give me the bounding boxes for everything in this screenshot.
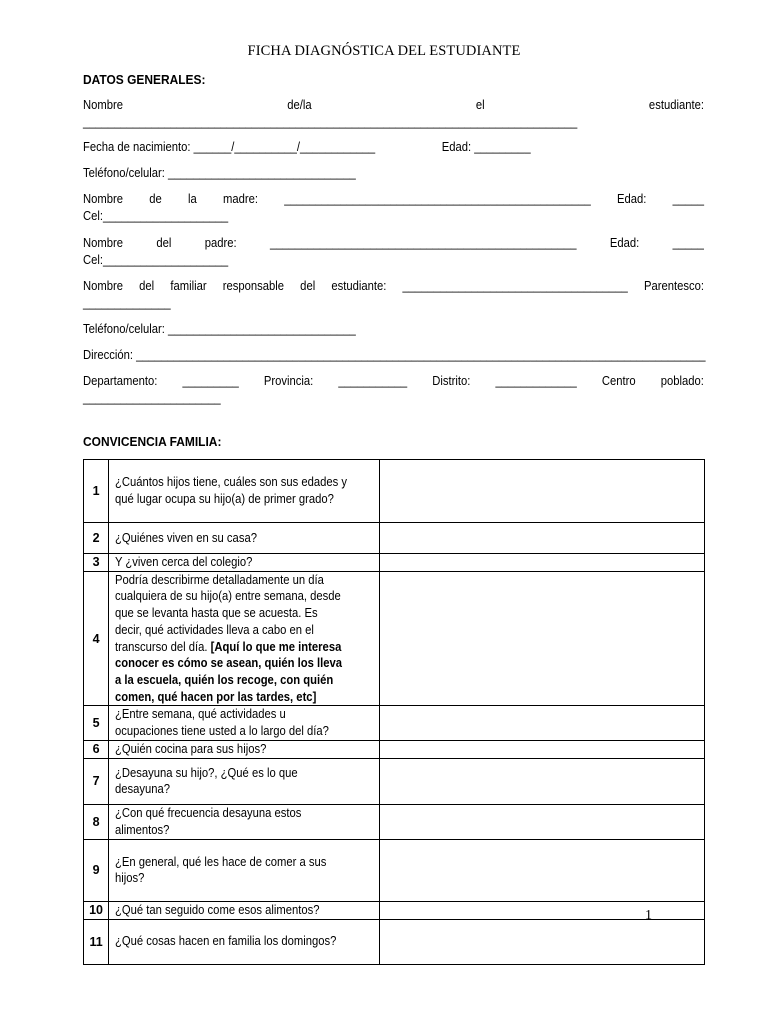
section-heading-datos-generales: DATOS GENERALES: <box>83 72 206 87</box>
question-cell <box>109 804 380 839</box>
parentesco-blank: ______________ <box>83 296 171 310</box>
answer-cell[interactable] <box>380 919 705 964</box>
word: familiar <box>170 279 207 293</box>
convivencia-table <box>83 459 705 965</box>
word: _____ <box>672 236 704 250</box>
question-cell <box>109 901 380 919</box>
direccion-label: Dirección: ___________________________________________________________________________________________ <box>83 348 706 362</box>
table-row <box>84 554 705 572</box>
table-row <box>84 804 705 839</box>
word: del <box>156 236 172 250</box>
page-number: 1 <box>645 908 652 923</box>
question-text-plain: Podría describirme detalladamente un día cualquiera de su hijo(a) entre semana, desde que se levanta hasta que se acuesta. Es decir, qué actividades lleva a cabo en el transcurso del día. <box>115 572 341 654</box>
answer-cell[interactable] <box>380 804 705 839</box>
field-line <box>83 235 704 252</box>
word: ___________ <box>338 374 408 388</box>
question-text: ¿Cuántos hijos tiene, cuáles son sus edades y qué lugar ocupa su hijo(a) de primer grado? <box>115 475 348 506</box>
centro-poblado-blank: ______________________ <box>83 391 221 405</box>
field-telefono[interactable] <box>83 165 704 182</box>
question-cell <box>109 460 380 523</box>
question-number: 8 <box>84 804 109 839</box>
question-text: ¿Quiénes viven en su casa? <box>115 530 258 545</box>
question-number: 10 <box>84 901 109 919</box>
table-row <box>84 901 705 919</box>
word: _________________________________________________ <box>269 236 577 250</box>
field-line <box>83 373 704 390</box>
table-row <box>84 460 705 523</box>
answer-cell[interactable] <box>380 901 705 919</box>
word: _____________ <box>495 374 577 388</box>
question-text: ¿Entre semana, qué actividades u ocupaciones tiene usted a lo largo del día? <box>115 707 330 739</box>
table-row <box>84 758 705 804</box>
word: padre: <box>204 236 237 250</box>
table-row <box>84 839 705 901</box>
answer-cell[interactable] <box>380 554 705 572</box>
edad-label: Edad: _________ <box>441 140 531 154</box>
question-text: ¿En general, qué les hace de comer a sus hijos? <box>115 854 327 886</box>
answer-cell[interactable] <box>380 571 705 706</box>
word: Nombre <box>83 236 124 250</box>
question-number: 3 <box>84 554 109 572</box>
field-telefono-responsable[interactable] <box>83 321 704 338</box>
question-text: ¿Qué tan seguido come esos alimentos? <box>115 902 320 917</box>
question-text: ¿Quién cocina para sus hijos? <box>115 741 267 756</box>
question-text: ¿Qué cosas hacen en familia los domingos? <box>115 934 337 949</box>
question-text <box>115 572 347 706</box>
question-number: 7 <box>84 758 109 804</box>
answer-cell[interactable] <box>380 758 705 804</box>
field-familiar-responsable[interactable] <box>83 278 704 312</box>
word: del <box>139 279 155 293</box>
word: _________ <box>182 374 239 388</box>
word: estudiante: <box>331 279 387 293</box>
table-row <box>84 919 705 964</box>
field-direccion[interactable] <box>83 347 704 364</box>
word: Edad: <box>609 236 640 250</box>
question-number: 4 <box>84 571 109 706</box>
word: _____ <box>672 192 704 206</box>
question-cell <box>109 706 380 740</box>
field-padre[interactable] <box>83 235 704 269</box>
question-number: 2 <box>84 523 109 554</box>
cel-label: Cel:____________________ <box>83 209 229 223</box>
question-number: 9 <box>84 839 109 901</box>
word: Parentesco: <box>643 279 704 293</box>
table-row <box>84 740 705 758</box>
field-madre[interactable] <box>83 191 704 225</box>
document-title: FICHA DIAGNÓSTICA DEL ESTUDIANTE <box>247 43 521 59</box>
word: responsable <box>222 279 285 293</box>
question-cell <box>109 571 380 706</box>
telefono-label: Teléfono/celular: ______________________________ <box>83 166 356 180</box>
field-ubicacion[interactable] <box>83 373 704 407</box>
table-row <box>84 571 705 706</box>
word: madre: <box>222 192 258 206</box>
answer-cell[interactable] <box>380 460 705 523</box>
word: ____________________________________ <box>402 279 628 293</box>
word: el <box>475 98 485 112</box>
word: del <box>300 279 316 293</box>
question-number: 6 <box>84 740 109 758</box>
table-row <box>84 706 705 740</box>
word: de <box>149 192 162 206</box>
word: poblado: <box>660 374 704 388</box>
question-cell <box>109 919 380 964</box>
field-line <box>83 191 704 208</box>
word: Nombre <box>83 98 124 112</box>
answer-cell[interactable] <box>380 706 705 740</box>
answer-cell[interactable] <box>380 839 705 901</box>
word: _________________________________________________ <box>284 192 591 206</box>
word: la <box>187 192 197 206</box>
field-fecha-nacimiento[interactable] <box>83 139 704 156</box>
section-heading-convivencia: CONVICENCIA FAMILIA: <box>83 434 222 449</box>
telefono-label: Teléfono/celular: ______________________________ <box>83 322 356 336</box>
question-text: ¿Desayuna su hijo?, ¿Qué es lo que desayuna? <box>115 765 298 797</box>
question-number: 5 <box>84 706 109 740</box>
question-cell <box>109 839 380 901</box>
word: Distrito: <box>432 374 471 388</box>
cel-label: Cel:____________________ <box>83 253 229 267</box>
field-line <box>83 278 704 295</box>
answer-cell[interactable] <box>380 740 705 758</box>
question-number: 11 <box>84 919 109 964</box>
question-cell <box>109 554 380 572</box>
word: Provincia: <box>263 374 314 388</box>
fecha-nacimiento-label: Fecha de nacimiento: ______/__________/____________ <box>83 140 376 154</box>
word: de/la <box>287 98 312 112</box>
word: Nombre <box>83 279 124 293</box>
field-nombre-estudiante[interactable] <box>83 97 704 131</box>
table-row <box>84 523 705 554</box>
question-number: 1 <box>84 460 109 523</box>
question-text: ¿Con qué frecuencia desayuna estos alimentos? <box>115 806 302 837</box>
question-cell <box>109 758 380 804</box>
question-cell <box>109 740 380 758</box>
question-text-bold: [Aquí lo que me interesa conocer es cómo se asean, quién los lleva a la escuela, quién los recoge, con quién comen, qué hacen por las tardes, etc] <box>115 639 343 704</box>
word: Edad: <box>617 192 647 206</box>
word: Nombre <box>83 192 124 206</box>
question-text: Y ¿viven cerca del colegio? <box>115 555 253 569</box>
blank-line: _______________________________________________________________________________ <box>83 115 578 129</box>
field-line <box>83 97 704 114</box>
word: estudiante: <box>648 98 704 112</box>
field-line <box>83 139 704 156</box>
answer-cell[interactable] <box>380 523 705 554</box>
word: Departamento: <box>83 374 158 388</box>
word: Centro <box>601 374 636 388</box>
question-cell <box>109 523 380 554</box>
